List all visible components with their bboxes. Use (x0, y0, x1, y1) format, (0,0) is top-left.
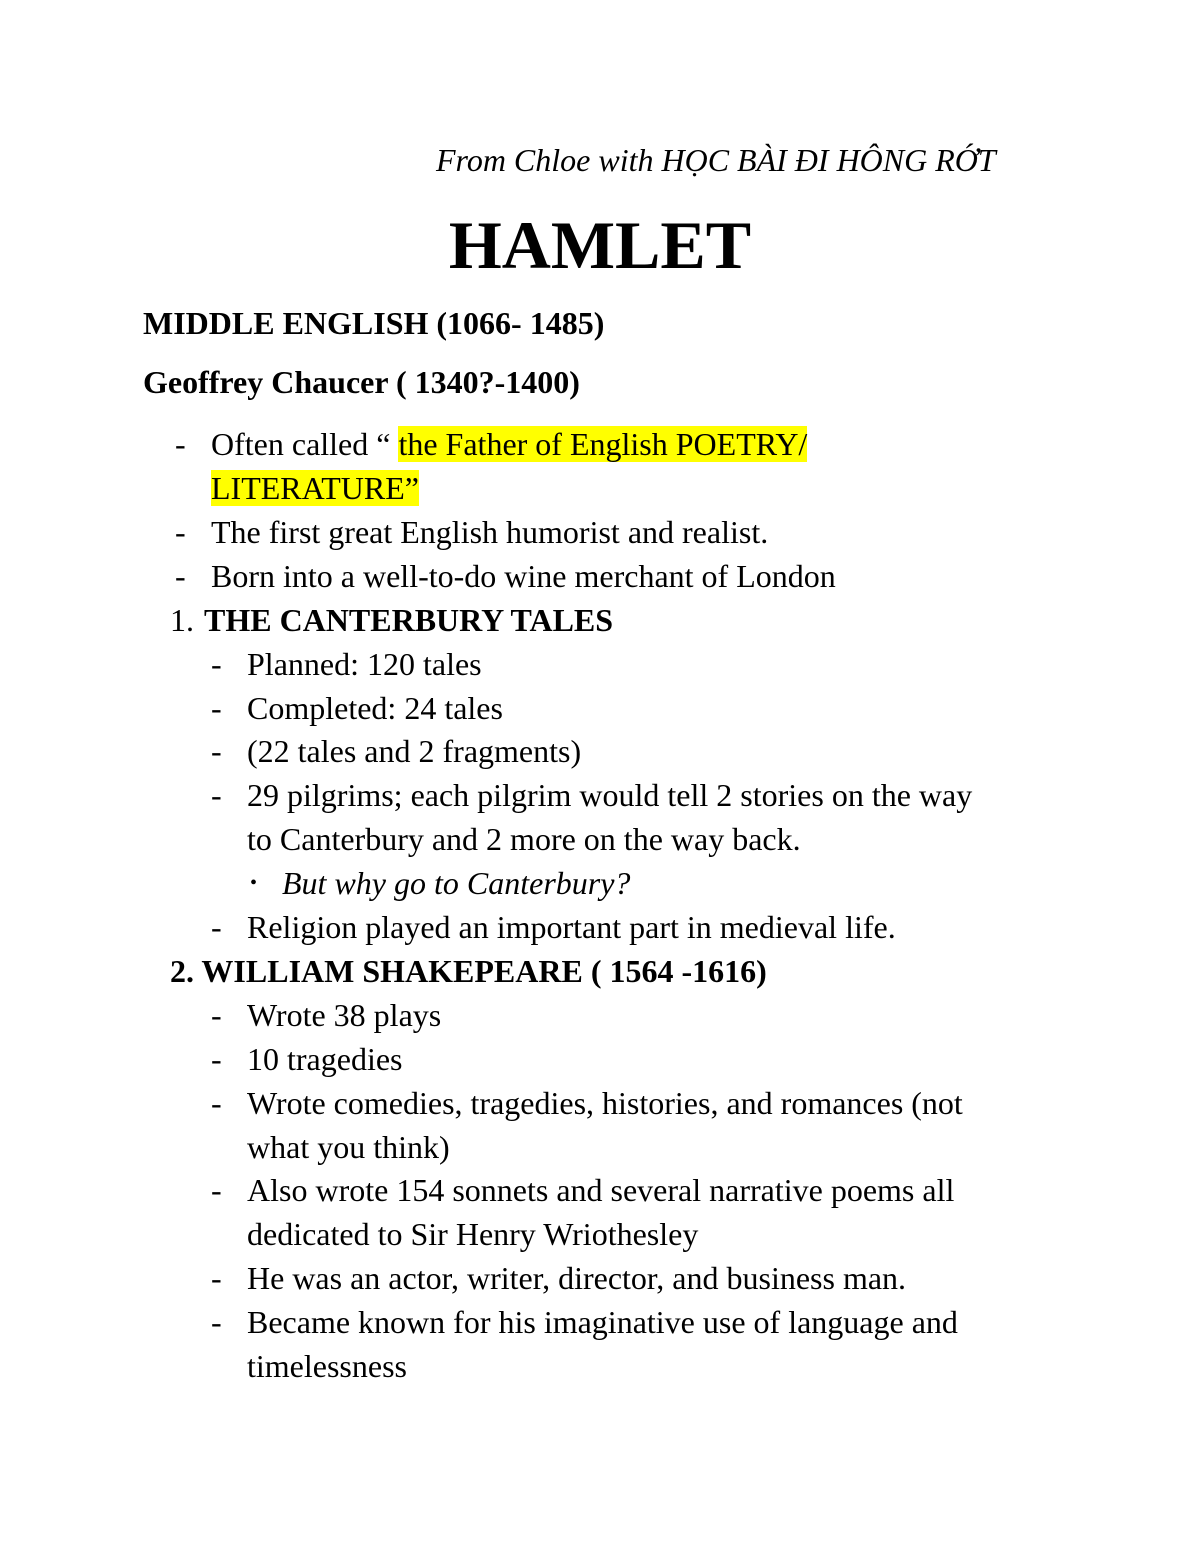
dash-marker: - (175, 558, 186, 594)
highlighted-text: LITERATURE” (211, 470, 419, 506)
shakespeare-item-4-line-2: dedicated to Sir Henry Wriothesley (247, 1216, 699, 1252)
dash-marker: - (211, 1041, 222, 1077)
canterbury-item-4-line-2: to Canterbury and 2 more on the way back. (247, 821, 801, 857)
dash-marker: - (211, 733, 222, 769)
chaucer-bullet-1-line-1 (211, 424, 807, 464)
shakespeare-heading: 2. WILLIAM SHAKEPEARE ( 1564 -1616) (170, 953, 767, 989)
chaucer-bullet-2: The first great English humorist and realist. (211, 514, 769, 550)
shakespeare-item-4-line-1: Also wrote 154 sonnets and several narrative poems all (247, 1172, 955, 1208)
shakespeare-item-3-line-2: what you think) (247, 1129, 450, 1165)
author-heading: Geoffrey Chaucer ( 1340?-1400) (143, 364, 580, 400)
dash-marker: - (211, 1304, 222, 1340)
canterbury-item-3: (22 tales and 2 fragments) (247, 733, 582, 769)
canterbury-item-1: Planned: 120 tales (247, 646, 482, 682)
canterbury-heading: THE CANTERBURY TALES (204, 602, 614, 638)
section-number: 1. (170, 602, 194, 638)
canterbury-sub-question: But why go to Canterbury? (282, 865, 631, 901)
canterbury-item-5: Religion played an important part in medieval life. (247, 909, 896, 945)
dash-marker: - (211, 646, 222, 682)
dash-marker: - (211, 777, 222, 813)
highlighted-text: the Father of English POETRY/ (398, 426, 808, 462)
dash-marker: - (175, 514, 186, 550)
shakespeare-item-2: 10 tragedies (247, 1041, 403, 1077)
canterbury-item-4-line-1: 29 pilgrims; each pilgrim would tell 2 stories on the way (247, 777, 973, 813)
dash-marker: - (211, 1085, 222, 1121)
shakespeare-item-1: Wrote 38 plays (247, 997, 442, 1033)
dash-marker: - (175, 426, 186, 462)
document-title: HAMLET (448, 207, 752, 283)
chaucer-bullet-1-line-2 (211, 468, 419, 508)
shakespeare-item-6-line-2: timelessness (247, 1348, 407, 1384)
bullet-marker: • (250, 872, 258, 894)
dash-marker: - (211, 997, 222, 1033)
dash-marker: - (211, 1260, 222, 1296)
period-heading: MIDDLE ENGLISH (1066- 1485) (143, 305, 605, 341)
shakespeare-item-5: He was an actor, writer, director, and business man. (247, 1260, 907, 1296)
chaucer-bullet-1-prefix: Often called “ (211, 426, 399, 462)
dash-marker: - (211, 909, 222, 945)
shakespeare-item-3-line-1: Wrote comedies, tragedies, histories, and romances (not (247, 1085, 963, 1121)
dash-marker: - (211, 690, 222, 726)
shakespeare-item-6-line-1: Became known for his imaginative use of language and (247, 1304, 958, 1340)
dash-marker: - (211, 1172, 222, 1208)
attribution-line: From Chloe with HỌC BÀI ĐI HÔNG RỚT (436, 142, 996, 178)
chaucer-bullet-3: Born into a well-to-do wine merchant of London (211, 558, 836, 594)
canterbury-item-2: Completed: 24 tales (247, 690, 503, 726)
